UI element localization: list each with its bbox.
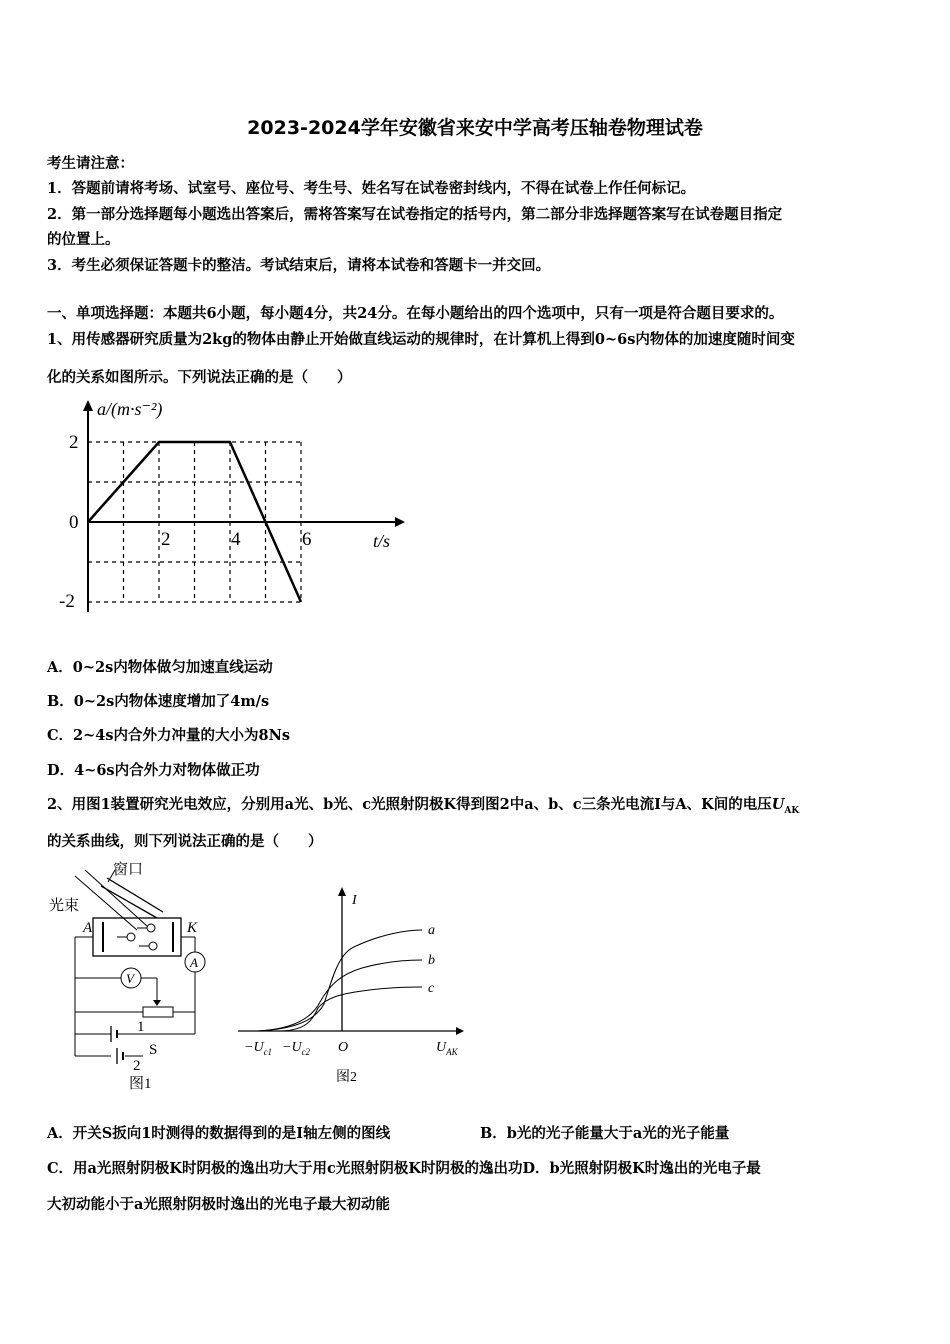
x-tick-label-2: 2 xyxy=(161,529,171,550)
notice-item-3: 3．考生必须保证答题卡的整洁。考试结束后，请将本试卷和答题卡一并交回。 xyxy=(47,257,551,274)
beam-label: 光束 xyxy=(49,898,80,914)
q1-option-d: D．4~6s内合外力对物体做正功 xyxy=(47,762,260,779)
q2-stem-u-sub: AK xyxy=(784,805,800,816)
figure-2-caption: 图2 xyxy=(336,1070,357,1085)
q1-option-b: B．0~2s内物体速度增加了4m/s xyxy=(47,693,270,710)
q1-option-a: A．0~2s内物体做匀加速直线运动 xyxy=(47,659,273,676)
q2-option-d-cont: 大初动能小于a光照射阴极时逸出的光电子最大初动能 xyxy=(47,1196,390,1213)
window-tube-2 xyxy=(107,878,163,912)
q2-option-c: C．用a光照射阴极K时阴极的逸出功大于用c光照射阴极K时阴极的逸出功 xyxy=(47,1160,523,1177)
voltmeter-label: V xyxy=(126,971,134,986)
x-tick-label-4: 4 xyxy=(231,529,241,550)
y-axis-arrow xyxy=(83,400,93,411)
notice-item-2: 2．第一部分选择题每小题选出答案后，需将答案写在试卷指定的括号内，第二部分非选择题答案写在试卷题目指定 xyxy=(47,206,783,223)
q2-stem-text: 2、用图1装置研究光电效应，分别用a光、b光、c光照射阴极K得到图2中a、b、c三条光电流I与A、K间的电压 xyxy=(47,796,772,813)
q2-stem-line1 xyxy=(47,793,799,816)
rheostat xyxy=(143,1007,173,1017)
uc1-label: $-U_{c1}$ xyxy=(244,1040,273,1057)
origin-label: O xyxy=(338,1040,349,1055)
page-title: 2023-2024学年安徽省来安中学高考压轴卷物理试卷 xyxy=(247,117,703,139)
notice-heading: 考生请注意： xyxy=(47,155,134,172)
notice-item-1: 1．答题前请将考场、试室号、座位号、考生号、姓名写在试卷密封线内，不得在试卷上作任何标记。 xyxy=(47,180,696,197)
q1-option-c: C．2~4s内合外力冲量的大小为8Ns xyxy=(47,727,291,744)
y-tick-label-0: 0 xyxy=(69,512,79,533)
curve-c xyxy=(282,987,422,1031)
uc2-label: $-U_{c2}$ xyxy=(282,1040,311,1057)
acceleration-time-chart xyxy=(55,395,405,620)
curve-b-label: b xyxy=(428,953,435,968)
q2-stem-line2: 的关系曲线，则下列说法正确的是（ ） xyxy=(47,833,323,850)
curve-c-label: c xyxy=(428,981,435,996)
q2-stem-u: U xyxy=(771,796,785,813)
q2-option-d: D．b光照射阴极K时逸出的光电子最 xyxy=(522,1160,761,1177)
slider-arrow xyxy=(153,1000,161,1006)
switch-pos-1: 1 xyxy=(137,1019,145,1035)
q1-stem-line1: 1、用传感器研究质量为2kg的物体由静止开始做直线运动的规律时，在计算机上得到0~6s内物体的加速度随时间变 xyxy=(47,331,795,348)
y-tick-label-2: 2 xyxy=(69,432,79,453)
q2-option-c-d xyxy=(47,1157,761,1178)
window-label: 窗口 xyxy=(113,862,144,878)
y-tick-label-neg2: -2 xyxy=(59,591,75,612)
switch-label: S xyxy=(149,1042,158,1058)
electron-2 xyxy=(127,933,135,941)
curve-a-label: a xyxy=(428,923,435,938)
anode-label: A xyxy=(83,920,93,936)
fig2-i-label: I xyxy=(352,893,357,908)
section-heading: 一、单项选择题：本题共6小题，每小题4分，共24分。在每小题给出的四个选项中，只有一项是符合题目要求的。 xyxy=(47,305,784,322)
electron-1 xyxy=(147,924,155,932)
ammeter-label: A xyxy=(190,955,198,970)
fig2-x-axis-arrow xyxy=(456,1027,464,1035)
electron-3 xyxy=(149,942,157,950)
q2-option-b: B．b光的光子能量大于a光的光子能量 xyxy=(480,1125,730,1142)
curve-a xyxy=(258,930,422,1031)
q2-option-a: A．开关S扳向1时测得的数据得到的是I轴左侧的图线 xyxy=(47,1125,391,1142)
y-axis-label: a/(m·s⁻²) xyxy=(97,399,163,419)
uak-label: $U_{AK}$ xyxy=(436,1040,458,1057)
x-axis-arrow xyxy=(395,517,405,527)
phototube xyxy=(93,918,181,956)
figure-1-apparatus xyxy=(45,856,215,1096)
x-axis-label: t/s xyxy=(373,531,391,551)
q1-stem-line2: 化的关系如图所示。下列说法正确的是（ ） xyxy=(47,369,352,386)
notice-item-2-cont: 的位置上。 xyxy=(47,231,120,248)
x-tick-label-6: 6 xyxy=(302,529,312,550)
fig2-y-axis-arrow xyxy=(338,887,346,896)
figure-2-iu-curves xyxy=(232,884,472,1094)
cathode-label: K xyxy=(187,920,198,936)
switch-pos-2: 2 xyxy=(133,1058,141,1074)
figure-1-caption: 图1 xyxy=(129,1076,152,1092)
